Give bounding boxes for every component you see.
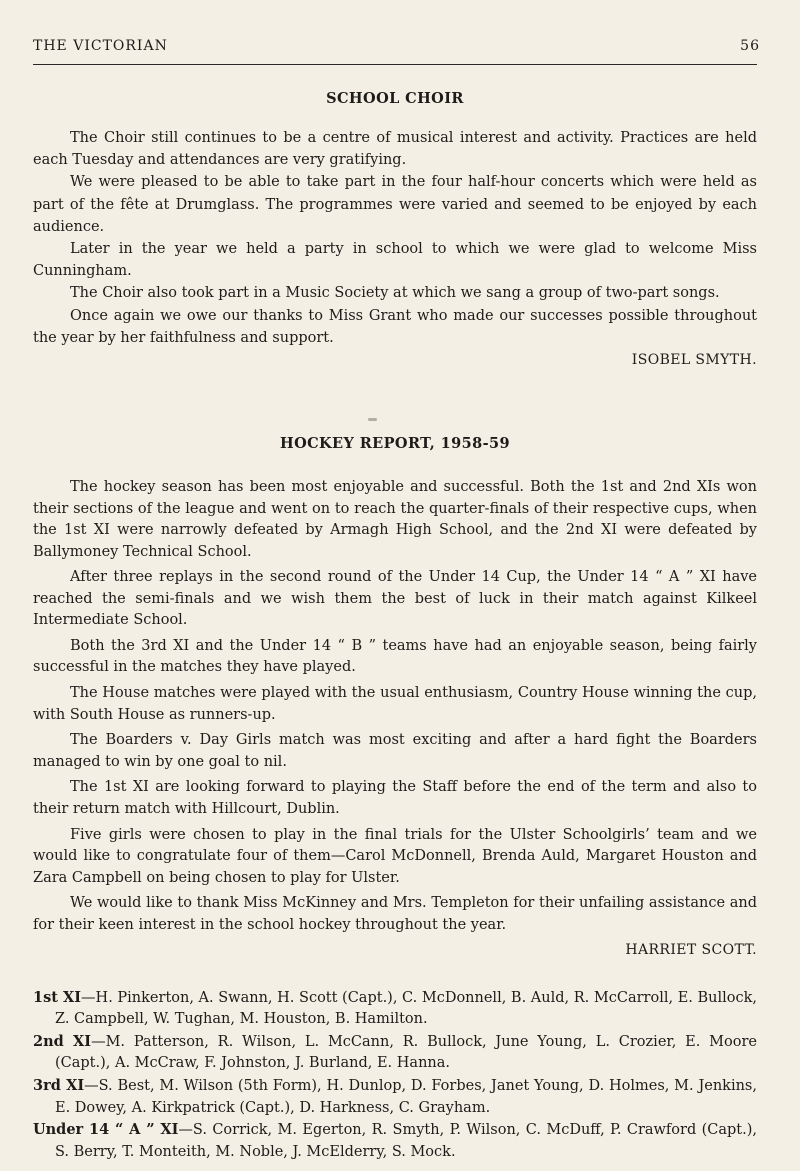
team-name: Under 14 “ A ” XI	[33, 1121, 179, 1139]
team-line	[33, 987, 757, 1031]
header-rule	[33, 64, 757, 65]
hockey-paragraph: After three replays in the second round of the Under 14 Cup, the Under 14 “ A ” XI have reached the semi-finals and we wish them the best of luck in their match against Kilkeel Intermediate School.	[33, 569, 757, 629]
team-name: 3rd XI	[33, 1076, 85, 1094]
choir-heading: SCHOOL CHOIR	[326, 90, 464, 107]
team-players: —S. Corrick, M. Egerton, R. Smyth, P. Wilson, C. McDuff, P. Crawford (Capt.), S. Berry, T. Monteith, M. Noble, J. McElderry, S. Mock.	[55, 1122, 758, 1160]
team-players: —M. Patterson, R. Wilson, L. McCann, R. Bullock, June Young, L. Crozier, E. Moore (Capt.), A. McCraw, F. Johnston, J. Burland, E. Hanna.	[55, 1033, 757, 1072]
team-line	[33, 1075, 757, 1119]
page-content	[33, 90, 757, 1163]
publication-title: THE VICTORIAN	[33, 38, 168, 54]
choir-paragraph: The Choir still continues to be a centre of musical interest and activity. Practices are held each Tuesday and attendances are very gratifying.	[33, 130, 757, 169]
hockey-paragraph: The 1st XI are looking forward to playing the Staff before the end of the term and also to their return match with Hillcourt, Dublin.	[33, 779, 757, 817]
choir-section	[33, 90, 757, 371]
hockey-paragraph: We would like to thank Miss McKinney and Mrs. Templeton for their unfailing assistance and for their keen interest in the school hockey throughout the year.	[33, 895, 757, 933]
hockey-author: HARRIET SCOTT.	[625, 941, 757, 958]
team-name: 2nd XI	[33, 1032, 92, 1050]
running-header	[33, 38, 760, 54]
team-players: —S. Best, M. Wilson (5th Form), H. Dunlop, D. Forbes, Janet Young, D. Holmes, M. Jenkins, E. Dowey, A. Kirkpatrick (Capt.), D. Harkness, C. Grayham.	[55, 1077, 757, 1116]
choir-paragraph: The Choir also took part in a Music Society at which we sang a group of two-part songs.	[70, 285, 720, 302]
hockey-paragraph: Five girls were chosen to play in the final trials for the Ulster Schoolgirls’ team and we would like to congratulate four of them—Carol McDonnell, Brenda Auld, Margaret Houston and Zara Campbell on being chosen to play for Ulster.	[33, 826, 757, 886]
choir-author: ISOBEL SMYTH.	[631, 352, 757, 369]
choir-paragraph: Later in the year we held a party in school to which we were glad to welcome Miss Cunningham.	[33, 241, 757, 280]
team-players: —H. Pinkerton, A. Swann, H. Scott (Capt.), C. McDonnell, B. Auld, R. McCarroll, E. Bullock, Z. Campbell, W. Tughan, M. Houston, B. Hamilton.	[55, 989, 758, 1028]
team-name: 1st XI	[33, 988, 82, 1006]
hockey-paragraph: Both the 3rd XI and the Under 14 “ B ” teams have had an enjoyable season, being fairly successful in the matches they have played.	[33, 637, 757, 676]
choir-paragraph: We were pleased to be able to take part in the four half-hour concerts which were held as part of the fête at Drumglass. The programmes were varied and seemed to be enjoyed by each audience.	[33, 174, 757, 235]
ink-smudge	[368, 418, 377, 421]
page-number: 56	[740, 38, 760, 54]
team-lists	[33, 987, 757, 1164]
choir-paragraph: Once again we owe our thanks to Miss Grant who made our successes possible throughout the year by her faithfulness and support.	[33, 307, 757, 346]
team-line	[33, 1031, 757, 1075]
hockey-paragraph: The Boarders v. Day Girls match was most exciting and after a hard fight the Boarders managed to win by one goal to nil.	[33, 732, 757, 770]
hockey-heading: HOCKEY REPORT, 1958-59	[279, 435, 510, 453]
hockey-section	[33, 435, 757, 961]
hockey-paragraph: The House matches were played with the usual enthusiasm, Country House winning the cup, with South House as runners-up.	[33, 685, 757, 723]
hockey-paragraph: The hockey season has been most enjoyable and successful. Both the 1st and 2nd XIs won their sections of the league and went on to reach the quarter-finals of their respective cups, when the 1st XI were narrowly defeated by Armagh High School, and the 2nd XI were defeated by Ballymoney Technical School.	[33, 479, 757, 560]
team-line	[33, 1119, 757, 1163]
